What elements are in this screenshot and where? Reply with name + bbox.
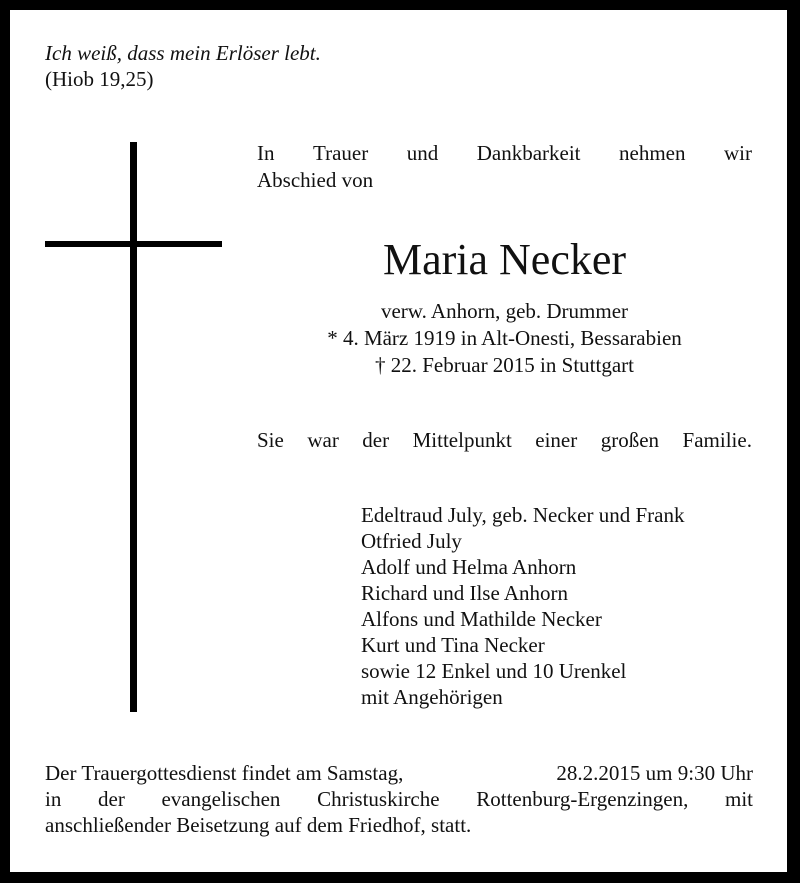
service-text: Der Trauergottesdienst findet am Samstag, bbox=[45, 761, 404, 785]
service-date-time: 28.2.2015 um 9:30 Uhr bbox=[556, 761, 753, 785]
tribute-word: war bbox=[307, 428, 339, 452]
service-location: Rottenburg-Ergenzingen, bbox=[476, 787, 689, 811]
death-info: † 22. Februar 2015 in Stuttgart bbox=[375, 353, 634, 377]
mourner-entry: Adolf und Helma Anhorn bbox=[361, 555, 577, 579]
service-line-1 bbox=[45, 760, 753, 786]
cross-horizontal-bar bbox=[45, 241, 222, 247]
intro-word: Trauer bbox=[313, 141, 369, 165]
service-word: der bbox=[98, 787, 125, 811]
service-word: Christuskirche bbox=[317, 787, 440, 811]
mourner-entry: Richard und Ilse Anhorn bbox=[361, 581, 569, 605]
tribute-line bbox=[257, 427, 752, 454]
tribute-word: der bbox=[362, 428, 390, 452]
intro-line-1 bbox=[257, 140, 752, 167]
mourner-entry: Otfried July bbox=[361, 529, 462, 553]
deceased-details bbox=[257, 298, 752, 379]
service-word: mit bbox=[724, 787, 753, 811]
cross-vertical-bar bbox=[130, 142, 137, 712]
mourner-entry: Alfons und Mathilde Necker bbox=[361, 607, 602, 631]
bible-verse bbox=[45, 40, 321, 92]
former-names: verw. Anhorn, geb. Drummer bbox=[380, 299, 629, 323]
intro-word: nehmen bbox=[619, 141, 686, 165]
tribute-word: einer bbox=[535, 428, 578, 452]
mourner-entry: sowie 12 Enkel und 10 Urenkel bbox=[361, 659, 627, 683]
mourner-entry: mit Angehörigen bbox=[361, 685, 503, 709]
tribute-word: Familie. bbox=[682, 428, 752, 452]
mourner-entry: Kurt und Tina Necker bbox=[361, 633, 545, 657]
birth-info: * 4. März 1919 in Alt-Onesti, Bessarabien bbox=[327, 326, 682, 350]
funeral-service-info bbox=[45, 760, 753, 838]
mourners-list bbox=[361, 502, 684, 710]
tribute-word: Mittelpunkt bbox=[412, 428, 512, 452]
intro-word: wir bbox=[724, 141, 752, 165]
verse-reference: (Hiob 19,25) bbox=[45, 67, 154, 91]
service-line-3: anschließender Beisetzung auf dem Friedhof, statt. bbox=[45, 813, 472, 837]
tribute-word: großen bbox=[600, 428, 660, 452]
intro-word: Dankbarkeit bbox=[476, 141, 581, 165]
service-line-2 bbox=[45, 786, 753, 812]
tribute-word: Sie bbox=[257, 428, 284, 452]
intro-line-2: Abschied von bbox=[257, 168, 374, 192]
service-word: evangelischen bbox=[161, 787, 281, 811]
intro-word: und bbox=[406, 141, 439, 165]
mourner-entry: Edeltraud July, geb. Necker und Frank bbox=[361, 503, 685, 527]
service-word: in bbox=[45, 787, 62, 811]
intro-text bbox=[257, 140, 752, 194]
deceased-name: Maria Necker bbox=[382, 235, 627, 284]
intro-word: In bbox=[257, 141, 275, 165]
verse-quote: Ich weiß, dass mein Erlöser lebt. bbox=[45, 41, 321, 65]
